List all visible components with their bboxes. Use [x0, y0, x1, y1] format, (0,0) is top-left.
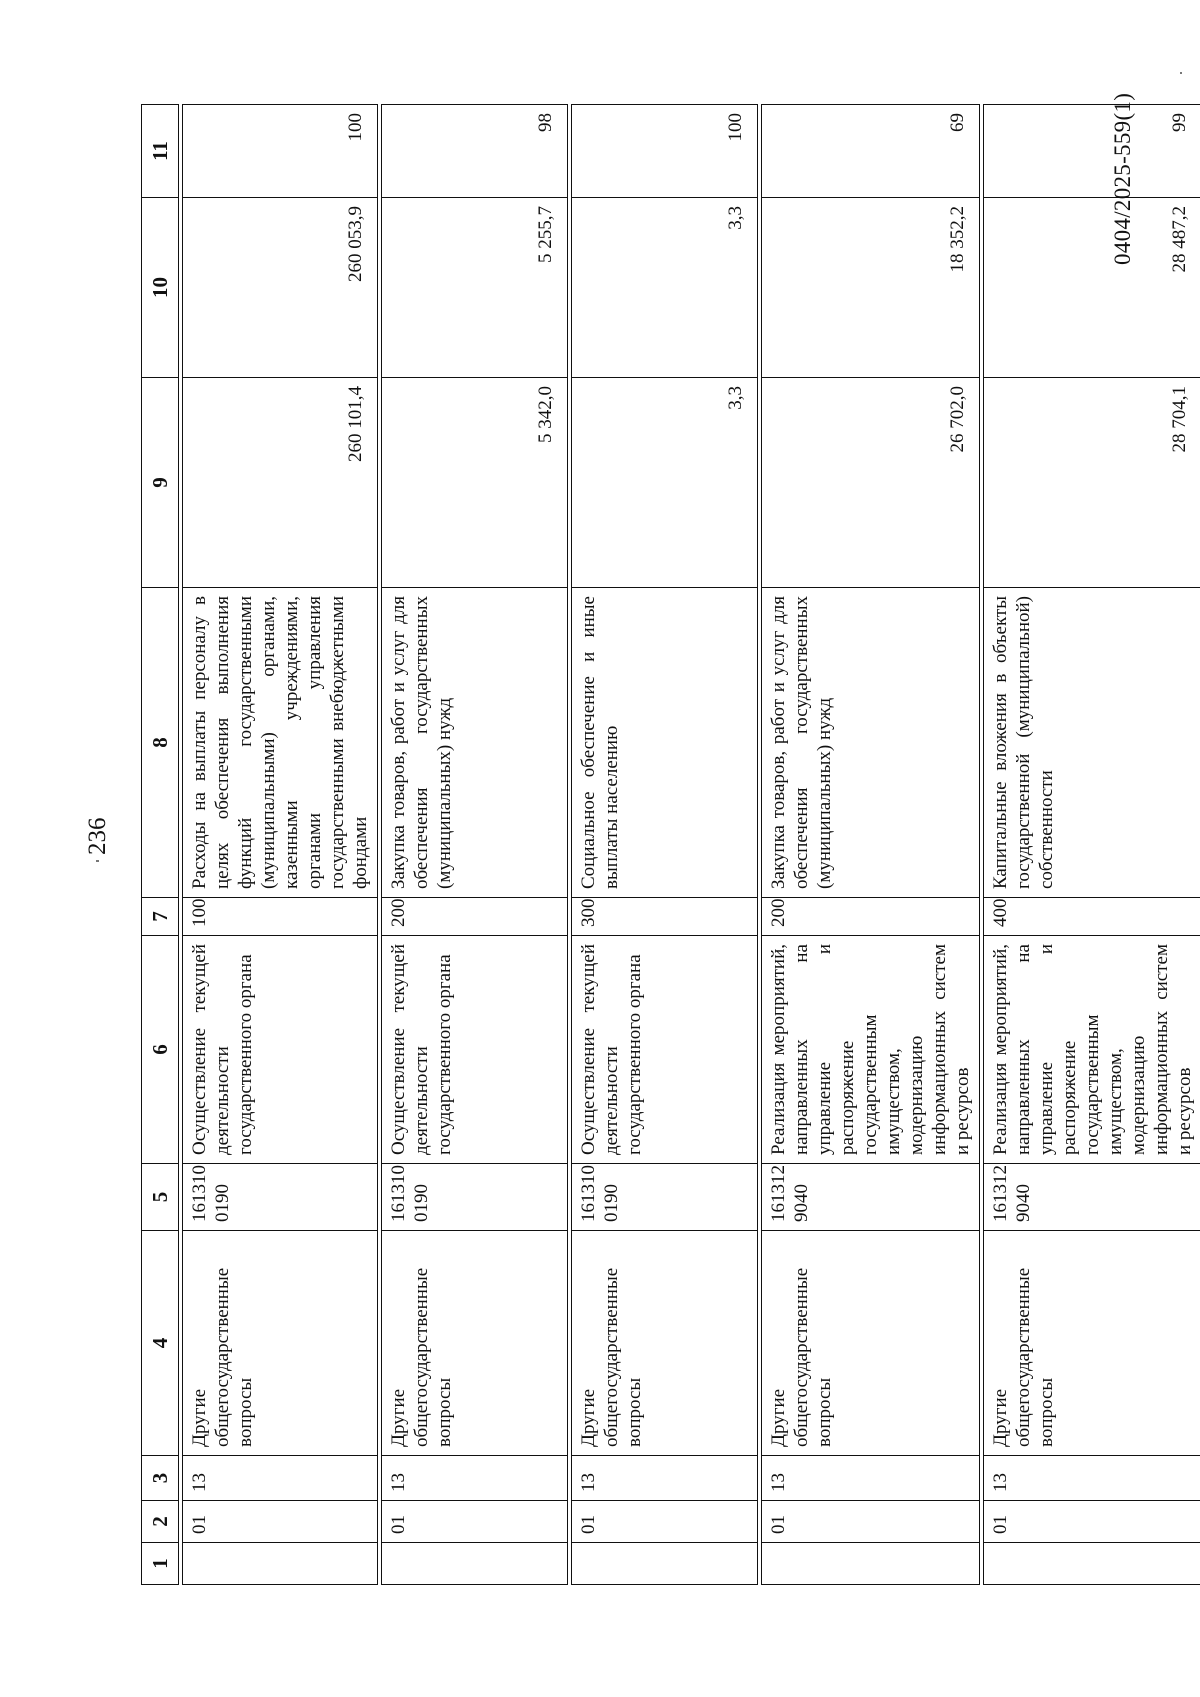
- budget-table: [141, 104, 1200, 1585]
- row-index-cell: [984, 1543, 1200, 1585]
- column-header: 10: [142, 198, 179, 378]
- table-row: [572, 105, 758, 1585]
- article-name-cell: Осуществление текущей деятельности государственного органа: [382, 936, 568, 1164]
- table-row: [183, 105, 378, 1585]
- percent-cell: 98: [382, 105, 568, 198]
- planned-amount-cell: 5 342,0: [382, 378, 568, 588]
- executed-amount-cell: 5 255,7: [382, 198, 568, 378]
- subsection-cell: 13: [984, 1456, 1200, 1501]
- planned-amount-cell: 26 702,0: [762, 378, 980, 588]
- expense-type-cell: 300: [572, 898, 758, 936]
- table-row: [762, 105, 980, 1585]
- percent-cell: 69: [762, 105, 980, 198]
- column-header: 3: [142, 1456, 179, 1501]
- percent-cell: 99: [984, 105, 1200, 198]
- column-header: 1: [142, 1543, 179, 1585]
- section-cell: 01: [984, 1501, 1200, 1543]
- row-index-cell: [762, 1543, 980, 1585]
- planned-amount-cell: 260 101,4: [183, 378, 378, 588]
- subsection-cell: 13: [572, 1456, 758, 1501]
- target-article-cell: 161312 9040: [984, 1164, 1200, 1231]
- expense-type-cell: 200: [762, 898, 980, 936]
- column-header: 8: [142, 588, 179, 898]
- expense-type-name-cell: Закупка товаров, работ и услуг для обеспечения государственных (муниципальных) нужд: [762, 588, 980, 898]
- scan-speck: [96, 860, 99, 862]
- column-header: 7: [142, 898, 179, 936]
- section-name-cell: Другие общегосударственные вопросы: [572, 1231, 758, 1456]
- expense-type-name-cell: Расходы на выплаты персоналу в целях обеспечения выполнения функций государственными (муниципальными) органами, казенными учреждениями, органами управления государственными внебюджетными фондами: [183, 588, 378, 898]
- section-name-cell: Другие общегосударственные вопросы: [183, 1231, 378, 1456]
- scan-speck: [1180, 72, 1182, 74]
- document-code: 0404/2025-559(1): [1110, 92, 1135, 265]
- section-name-cell: Другие общегосударственные вопросы: [382, 1231, 568, 1456]
- row-index-cell: [183, 1543, 378, 1585]
- executed-amount-cell: 260 053,9: [183, 198, 378, 378]
- table-body: [179, 105, 1200, 1585]
- subsection-cell: 13: [183, 1456, 378, 1501]
- executed-amount-cell: 3,3: [572, 198, 758, 378]
- section-name-cell: Другие общегосударственные вопросы: [984, 1231, 1200, 1456]
- expense-type-name-cell: Социальное обеспечение и иные выплаты населению: [572, 588, 758, 898]
- section-cell: 01: [382, 1501, 568, 1543]
- section-cell: 01: [183, 1501, 378, 1543]
- planned-amount-cell: 28 704,1: [984, 378, 1200, 588]
- target-article-cell: 161310 0190: [183, 1164, 378, 1231]
- target-article-cell: 161312 9040: [762, 1164, 980, 1231]
- executed-amount-cell: 28 487,2: [984, 198, 1200, 378]
- section-cell: 01: [572, 1501, 758, 1543]
- expense-type-cell: 200: [382, 898, 568, 936]
- row-index-cell: [572, 1543, 758, 1585]
- article-name-cell: Реализация мероприятий, направленных на управление и распоряжение государственным имуществом, модернизацию информационных систем и ресурсов: [984, 936, 1200, 1164]
- percent-cell: 100: [183, 105, 378, 198]
- row-index-cell: [382, 1543, 568, 1585]
- column-header: 11: [142, 105, 179, 198]
- column-header: 4: [142, 1231, 179, 1456]
- subsection-cell: 13: [382, 1456, 568, 1501]
- page-number: 236: [84, 817, 111, 855]
- column-header: 6: [142, 936, 179, 1164]
- planned-amount-cell: 3,3: [572, 378, 758, 588]
- percent-cell: 100: [572, 105, 758, 198]
- subsection-cell: 13: [762, 1456, 980, 1501]
- table-row: [382, 105, 568, 1585]
- table-row: [984, 105, 1200, 1585]
- column-header: 2: [142, 1501, 179, 1543]
- expense-type-name-cell: Капитальные вложения в объекты государственной (муниципальной) собственности: [984, 588, 1200, 898]
- target-article-cell: 161310 0190: [572, 1164, 758, 1231]
- article-name-cell: Осуществление текущей деятельности государственного органа: [183, 936, 378, 1164]
- column-header: 5: [142, 1164, 179, 1231]
- target-article-cell: 161310 0190: [382, 1164, 568, 1231]
- article-name-cell: Реализация мероприятий, направленных на управление и распоряжение государственным имуществом, модернизацию информационных систем и ресурсов: [762, 936, 980, 1164]
- executed-amount-cell: 18 352,2: [762, 198, 980, 378]
- expense-type-name-cell: Закупка товаров, работ и услуг для обеспечения государственных (муниципальных) нужд: [382, 588, 568, 898]
- header-row: [142, 105, 179, 1585]
- expense-type-cell: 100: [183, 898, 378, 936]
- column-header: 9: [142, 378, 179, 588]
- section-name-cell: Другие общегосударственные вопросы: [762, 1231, 980, 1456]
- expense-type-cell: 400: [984, 898, 1200, 936]
- article-name-cell: Осуществление текущей деятельности государственного органа: [572, 936, 758, 1164]
- section-cell: 01: [762, 1501, 980, 1543]
